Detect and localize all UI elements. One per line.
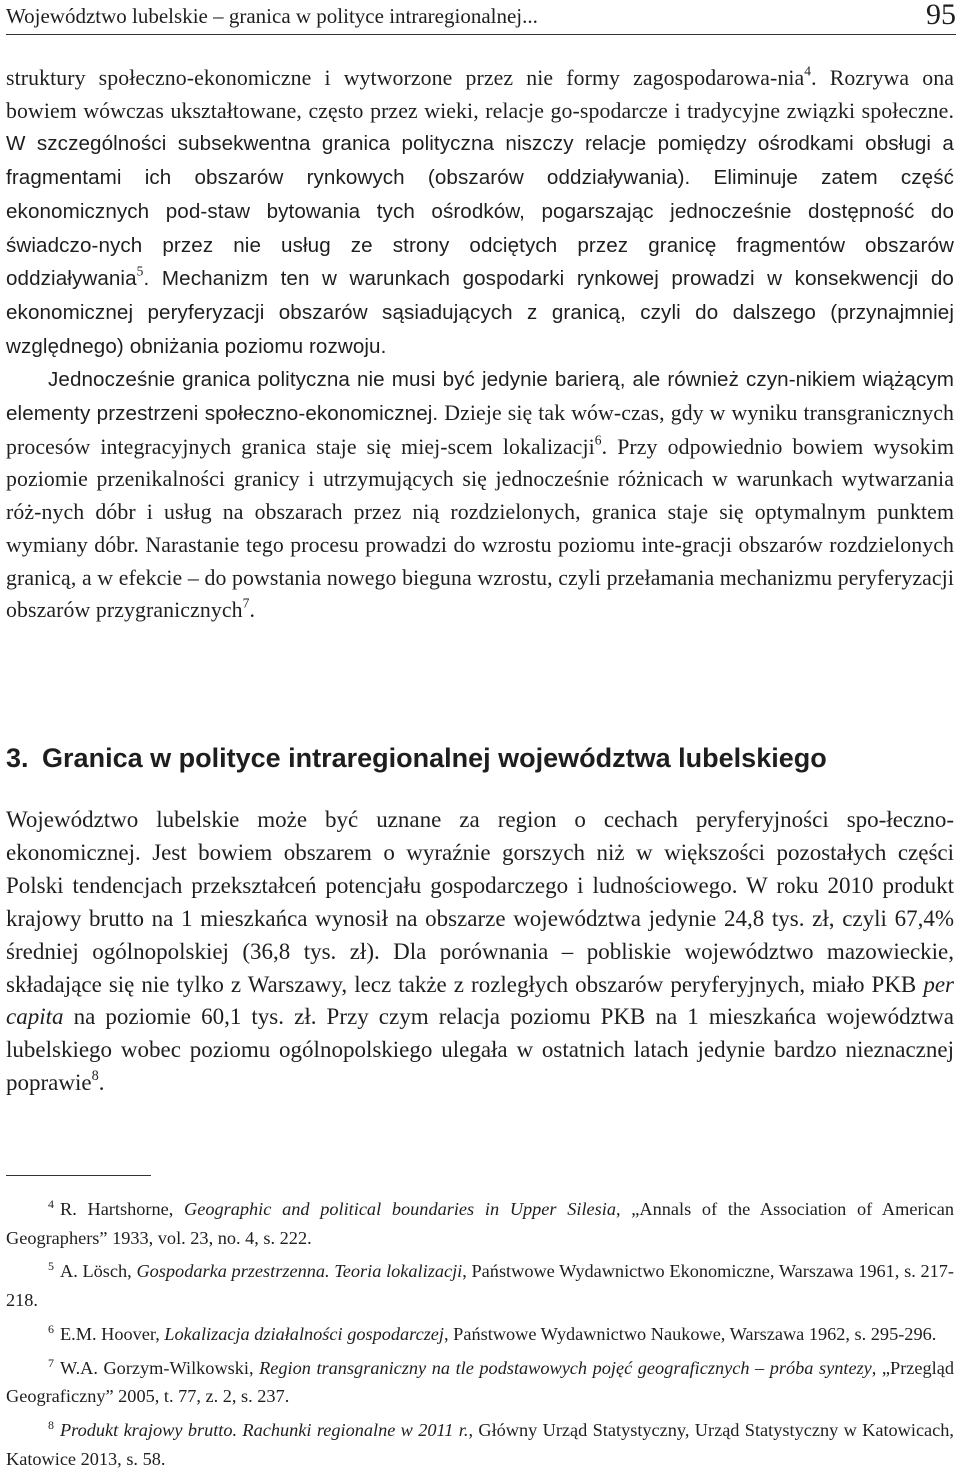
section-number: 3. xyxy=(6,743,29,773)
paragraph-2-text-c: . Przy odpowiednio bowiem wysokim poziomie przenikalności granicy i utrzymujących się jednocześnie różnicach w warunkach wytwarzania róż-nych dóbr i usług na obszarach przez nią rozdzielonych, granica staje się optymalnym punktem wymiany dóbr. Narastanie tego procesu prowadzi do wzrostu poziomu inte-gracji obszarów rozdzielonych granicą, a w efekcie – do powstania nowego bieguna wzrostu, czyli przełamania mechanizmu peryferyzacji obszarów przygranicznych xyxy=(6,434,955,623)
footnote-separator xyxy=(6,1175,151,1176)
footnote-number: 8 xyxy=(48,1417,54,1432)
page-number: 95 xyxy=(926,0,956,31)
running-title: Województwo lubelskie – granica w polityce intraregionalnej... xyxy=(6,4,538,28)
paragraph-2-text-a: Jednocześnie granica polityczna nie musi być jedynie barierą, ale również czyn-nikiem wiążącym elementy przestrzeni społeczno-ekonomicznej. xyxy=(6,368,954,426)
paragraph-3-text-c: . xyxy=(98,1070,105,1096)
section-heading xyxy=(6,738,954,778)
footnote-number: 5 xyxy=(48,1259,54,1274)
footnote-text: , Główny Urząd Statystyczny, Urząd Statystyczny w Katowicach, Katowice 2013, s. 58. xyxy=(6,1420,954,1469)
section-title: Granica w polityce intraregionalnej województwa lubelskiego xyxy=(42,743,827,773)
footnote-text: , „Przegląd Geograficzny” 2005, t. 77, z. 2, s. 237. xyxy=(6,1357,955,1407)
body-text-section-3 xyxy=(6,804,954,1100)
footnotes xyxy=(6,1190,954,1473)
footnote-text: , Państwowe Wydawnictwo Ekonomiczne, Warszawa 1961, s. 217-218. xyxy=(6,1261,954,1311)
footnote-5 xyxy=(6,1252,954,1314)
paragraph-2-text-b: Dzieje się tak wów-czas, gdy w wyniku transgranicznych procesów integracyjnych granica staje się miej-scem lokalizacji xyxy=(6,401,954,459)
paragraph-3 xyxy=(6,804,954,1100)
footnote-title: Produkt krajowy brutto. Rachunki regionalne w 2011 r. xyxy=(60,1420,469,1441)
paragraph-3-italic: per capita xyxy=(6,971,954,1030)
footnote-text: , Państwowe Wydawnictwo Naukowe, Warszawa 1962, s. 295-296. xyxy=(444,1323,937,1344)
paragraph-2-text-d: . xyxy=(249,598,256,623)
footnote-text: W.A. Gorzym-Wilkowski, xyxy=(60,1357,260,1378)
footnote-6 xyxy=(6,1315,954,1349)
footnote-ref-7[interactable]: 7 xyxy=(242,595,250,611)
footnote-title: Gospodarka przestrzenna. Teoria lokalizacji xyxy=(136,1261,463,1282)
paragraph-1-text-b: . Rozrywa ona bowiem wówczas ukształtowane, często przez wieki, relacje go-spodarcze i tradycyjne związki społeczne. xyxy=(6,66,954,123)
footnote-number: 6 xyxy=(48,1321,54,1336)
paragraph-1-text-d: . Mechanizm ten w warunkach gospodarki rynkowej prowadzi w konsekwencji do ekonomicznej peryferyzacji obszarów sąsiadujących z granicą, czyli do dalszego (przynajmniej względnego) obniżania poziomu rozwoju. xyxy=(6,267,954,358)
footnote-title: Lokalizacja działalności gospodarczej xyxy=(164,1323,445,1344)
footnote-4 xyxy=(6,1190,954,1252)
footnote-title: Geographic and political boundaries in Upper Silesia xyxy=(184,1199,616,1220)
footnote-text: E.M. Hoover, xyxy=(60,1323,165,1344)
paragraph-3-text-a: Województwo lubelskie może być uznane za region o cechach peryferyjności spo-łeczno-ekonomicznej. Jest bowiem obszarem o wyraźnie gorszych niż w większości pozostałych części Polski tendencjach przekształceń potencjału gospodarczego i ludnościowego. W roku 2010 produkt krajowy brutto na 1 mieszkańca wynosił na obszarze województwa jedynie 24,8 tys. zł, czyli 67,4% średniej ogólnopolskiej (36,8 tys. zł). Dla porównania – pobliskie województwo mazowieckie, składające się nie tylko z Warszawy, lecz także z rozległych obszarów peryferyjnych, miało PKB xyxy=(6,807,954,997)
footnote-text: A. Lösch, xyxy=(60,1261,137,1282)
footnote-7 xyxy=(6,1349,954,1411)
body-text-section-2 xyxy=(6,62,954,627)
paragraph-2 xyxy=(6,363,954,627)
footnote-text: , „Annals of the Association of American Geographers” 1933, vol. 23, no. 4, s. 222. xyxy=(6,1199,954,1248)
paragraph-1-text-a: struktury społeczno-ekonomiczne i wytworzone przez nie formy zagospodarowa-nia xyxy=(6,66,805,90)
footnote-ref-5[interactable]: 5 xyxy=(136,263,144,279)
footnote-number: 7 xyxy=(48,1355,54,1370)
page-header xyxy=(6,0,956,35)
footnote-ref-4[interactable]: 4 xyxy=(804,63,812,79)
footnote-title: Region transgraniczny na tle podstawowych pojęć geograficznych – próba syntezy xyxy=(259,1357,872,1378)
footnote-ref-6[interactable]: 6 xyxy=(594,432,602,448)
paragraph-1-text-c: W szczególności subsekwentna granica polityczna niszczy relacje pomiędzy ośrodkami obsługi a fragmentami ich obszarów rynkowych (obszarów oddziaływania). Eliminuje zatem część ekonomicznych pod-staw bytowania tych ośrodków, pogarszając jednocześnie dostępność do świadczo-nych przez nie usług ze strony odciętych przez granicę fragmentów obszarów oddziaływania xyxy=(6,132,954,291)
footnote-8 xyxy=(6,1411,954,1473)
paragraph-3-text-b: na poziomie 60,1 tys. zł. Przy czym relacja poziomu PKB na 1 mieszkańca województwa lubelskiego wobec poziomu ogólnopolskiego ulegała w ostatnich latach jedynie bardzo nieznacznej poprawie xyxy=(6,1004,954,1096)
footnote-number: 4 xyxy=(48,1197,54,1211)
footnote-ref-8[interactable]: 8 xyxy=(91,1068,99,1085)
paragraph-1 xyxy=(6,62,954,363)
footnote-text: R. Hartshorne, xyxy=(60,1199,185,1220)
